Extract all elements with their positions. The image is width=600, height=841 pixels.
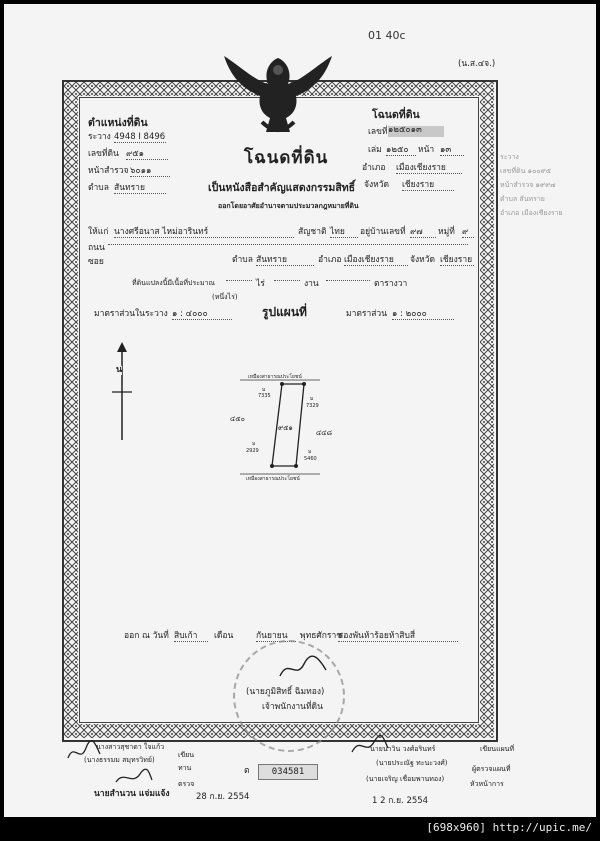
stamp-date-left: 28 ก.ย. 2554 <box>196 792 250 802</box>
rawang-label: ระวาง <box>88 132 111 142</box>
surveyor-signature-icon <box>350 734 390 758</box>
deed-no-value: ๑๒๕๐๑๓ <box>388 126 444 137</box>
province-value: เชียงราย <box>402 181 454 191</box>
land-no-value: ๙๕๑ <box>126 150 168 160</box>
surveyor-name-3: (นายเจริญ เชื่อมพานทอง) <box>366 775 445 783</box>
issue-year-label: พุทธศักราช <box>300 631 343 641</box>
north-arrow-icon <box>110 340 134 444</box>
nationality-value: ไทย <box>330 228 358 238</box>
marker-se-prefix: ม <box>308 449 312 455</box>
owner-province-label: จังหวัด <box>410 255 436 265</box>
nationality-label: สัญชาติ <box>298 227 327 237</box>
survey-page-label: หน้าสำรวจ <box>88 166 129 176</box>
clerk-name-1: นางสาวสุชาดา ใจแก้ว <box>96 743 165 751</box>
deed-serial-number: 034581 <box>258 764 318 780</box>
marker-sw: 2929 <box>246 448 259 454</box>
official-signature-icon <box>276 654 330 682</box>
amphoe-value: เมืองเชียงราย <box>396 164 462 174</box>
deed-right-title: โฉนดที่ดิน <box>372 109 420 121</box>
issue-month-label: เดือน <box>214 631 234 641</box>
map-bottom-road: เหมืองสาธารณประโยชน์ <box>246 476 300 482</box>
form-code: (น.ส.๔จ.) <box>458 59 496 69</box>
scale-left-label: มาตราส่วนในระวาง <box>94 309 168 319</box>
map-parcel-no: ๙๕๑ <box>278 424 293 432</box>
area-ngan-unit: งาน <box>304 279 319 289</box>
area-wa <box>326 280 370 281</box>
area-label: ที่ดินแปลงนี้มีเนื้อที่ประมาณ <box>132 279 216 287</box>
book-label: เล่ม <box>368 145 382 155</box>
serial-prefix: ต <box>244 766 250 776</box>
surveyor-role-3: หัวหน้าการ <box>470 780 504 788</box>
surveyor-role-2: ผู้ตรวจแผนที่ <box>472 765 511 773</box>
deed-legal-basis: ออกโดยอาศัยอำนาจตามประมวลกฎหมายที่ดิน <box>218 202 359 210</box>
faded-side-note: ระวาง เลขที่ดิน ๑๐๐๙๕ หน้าสำรวจ ๑๙๙๗ ตำบล สันทราย อำเภอ เมืองเชียงราย <box>500 153 563 217</box>
owner-amphoe-label: อำเภอ <box>318 255 342 265</box>
tambon-label: ตำบล <box>88 183 109 193</box>
province-label: จังหวัด <box>364 180 390 190</box>
map-heading: รูปแผนที่ <box>262 305 307 319</box>
deed-subtitle: เป็นหนังสือสำคัญแสดงกรรมสิทธิ์ <box>208 182 356 194</box>
survey-page-value: ๖๐๑๑ <box>130 167 170 177</box>
owner-name: นางศรีอนาส ไหม่อารินทร์ <box>114 228 294 238</box>
clerk-signature-3-icon <box>114 768 154 788</box>
marker-se: 5460 <box>304 456 317 462</box>
page-label: หน้า <box>418 145 435 155</box>
owner-amphoe: เมืองเชียงราย <box>344 256 408 266</box>
surveyor-name-2: (นายประณัฐ ทะนะวงศ์) <box>376 759 448 767</box>
issue-month: กันยายน <box>256 632 296 642</box>
clerk-role-2: ทาน <box>178 764 192 772</box>
tambon-value: สันทราย <box>114 184 166 194</box>
clerk-role-3: ตรวจ <box>178 780 195 788</box>
moo-label: หมู่ที่ <box>438 227 455 237</box>
book-value: ๑๒๕๐ <box>386 146 416 156</box>
map-west-neighbor: ๔๕๐ <box>230 415 245 423</box>
clerk-name-2: (นางธรรมม สมุทรวิทย์) <box>84 756 155 764</box>
address-label: อยู่บ้านเลขที่ <box>360 227 406 237</box>
deed-no-label: เลขที่ <box>368 127 388 137</box>
scale-right-label: มาตราส่วน <box>346 309 388 319</box>
image-host-text: [698x960] http://upic.me/ <box>426 821 592 834</box>
garuda-emblem-icon <box>218 48 338 138</box>
area-rai-unit: ไร่ <box>256 279 265 289</box>
north-label: น <box>116 365 123 375</box>
surveyor-name-1: นายนาวิน วงศ์อรินทร์ <box>370 745 436 753</box>
road-label: ถนน <box>88 243 105 253</box>
map-east-neighbor: ๔๔๘ <box>316 429 332 437</box>
area-note: (หนึ่งไร่) <box>212 293 238 301</box>
owner-tambon: สันทราย <box>256 256 314 266</box>
stamp-date-right: 1 2 ก.ย. 2554 <box>372 796 429 806</box>
location-title: ตำแหน่งที่ดิน <box>88 117 148 129</box>
marker-ne: 7329 <box>306 403 319 409</box>
house-no: ๙๗ <box>410 228 436 238</box>
clerk-name-3: นายสำนวน แจ่มแจ้ง <box>94 789 170 799</box>
scale-left-value: ๑ : ๔๐๐๐ <box>172 310 232 320</box>
area-rai <box>226 280 252 281</box>
land-no-label: เลขที่ดิน <box>88 149 119 159</box>
clerk-signature-1-icon <box>66 736 102 766</box>
clerk-role-1: เขียน <box>178 751 195 759</box>
marker-nw: 7335 <box>258 393 271 399</box>
area-ngan <box>274 280 300 281</box>
marker-nw-prefix: ม <box>262 387 266 393</box>
rawang-value: 4948 I 8496 <box>114 132 166 142</box>
marker-ne-prefix: ม <box>310 396 314 402</box>
soi-label: ซอย <box>88 257 104 267</box>
owner-to-label: ให้แก่ <box>88 227 109 237</box>
official-position: เจ้าพนักงานที่ดิน <box>262 702 323 712</box>
map-top-road: เหมืองสาธารณประโยชน์ <box>248 374 302 380</box>
official-name: (นายภูมิสิทธิ์ ฉิมทอง) <box>246 687 325 697</box>
amphoe-label: อำเภอ <box>362 163 386 173</box>
surveyor-role-1: เขียนแผนที่ <box>480 745 515 753</box>
page-value: ๑๓ <box>440 146 464 156</box>
deed-title: โฉนดที่ดิน <box>244 148 329 168</box>
area-wa-unit: ตารางวา <box>374 279 408 289</box>
scale-right-value: ๑ : ๒๐๐๐ <box>392 310 454 320</box>
owner-province: เชียงราย <box>440 255 473 265</box>
marker-sw-prefix: ม <box>252 441 256 447</box>
owner-tambon-label: ตำบล <box>232 255 253 265</box>
moo-value: ๙ <box>462 228 474 238</box>
corner-note: 01 40c <box>368 29 406 42</box>
issue-year: สองพันห้าร้อยห้าสิบสี่ <box>338 632 458 642</box>
issue-day: สิบเก้า <box>174 632 208 642</box>
issue-label: ออก ณ วันที่ <box>124 631 169 641</box>
road-line <box>108 244 468 245</box>
